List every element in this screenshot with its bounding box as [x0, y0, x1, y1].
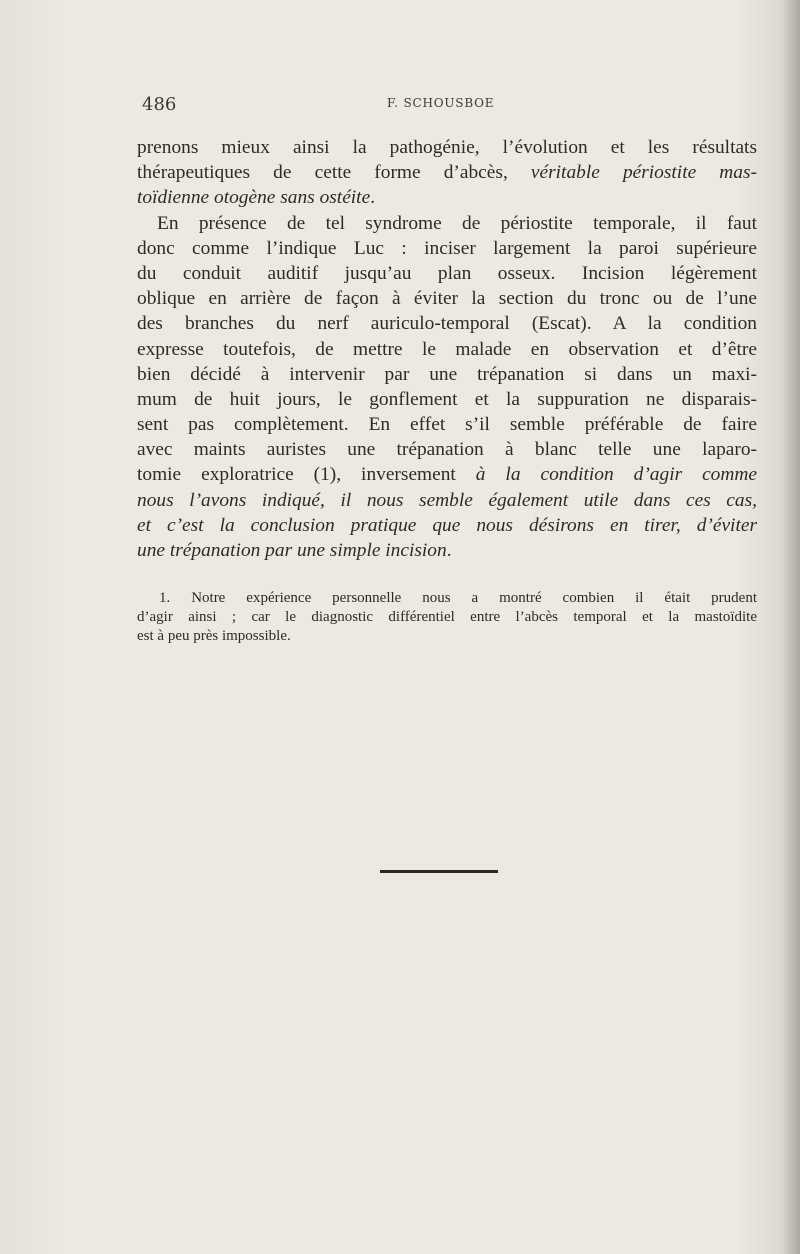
body-text: [137, 135, 757, 563]
text-line: [137, 387, 757, 412]
text-run: tomie exploratrice (1), inversement: [137, 464, 476, 486]
text-run: bien décidé à intervenir par une trépanation si dans un maxi-: [137, 363, 757, 385]
text-run: mum de huit jours, le gonflement et la suppuration ne disparais-: [137, 388, 757, 410]
italic-run: à la condition d’agir comme: [475, 464, 757, 486]
italic-run: véritable périostite mas-: [530, 162, 758, 184]
text-line: [137, 462, 757, 487]
text-line: [137, 362, 757, 387]
text-line: [137, 160, 757, 185]
text-run: .: [370, 187, 376, 209]
page-number: 486: [142, 94, 177, 115]
text-line: [137, 538, 757, 563]
text-line: [137, 311, 757, 336]
text-line: [137, 261, 757, 286]
text-run: oblique en arrière de façon à éviter la section du tronc ou de l’une: [137, 288, 757, 310]
italic-run: nous l’avons indiqué, il nous semble également utile dans ces cas,: [137, 489, 757, 511]
text-line: [137, 488, 757, 513]
text-run: prenons mieux ainsi la pathogénie, l’évolution et les résultats: [137, 137, 757, 158]
end-rule: [380, 870, 498, 873]
running-head: F. SCHOUSBOE: [387, 96, 495, 110]
text-run: du conduit auditif jusqu’au plan osseux. Incision légèrement: [137, 262, 757, 284]
text-line: [137, 286, 757, 311]
text-line: [137, 135, 757, 160]
italic-run: une trépanation par une simple incision: [137, 540, 447, 561]
text-line: [137, 513, 757, 538]
text-run: En présence de tel syndrome de périostite temporale, il faut: [157, 212, 757, 234]
page-edge-shadow: [782, 0, 800, 1254]
text-run: expresse toutefois, de mettre le malade en observation et d’être: [137, 338, 757, 360]
footnote-line: d’agir ainsi ; car le diagnostic différentiel entre l’abcès temporal et la mastoïdite: [137, 609, 757, 625]
italic-run: et c’est la conclusion pratique que nous désirons en tirer, d’éviter: [137, 514, 757, 536]
text-run: thérapeutiques de cette forme d’abcès,: [137, 162, 531, 184]
text-run: donc comme l’indique Luc : inciser largement la paroi supérieure: [137, 237, 757, 259]
text-line: [137, 337, 757, 362]
footnote-line: est à peu près impossible.: [137, 628, 291, 644]
text-run: sent pas complètement. En effet s’il semble préférable de faire: [137, 414, 757, 436]
text-run: .: [446, 540, 452, 561]
text-line: [137, 437, 757, 462]
text-run: avec maints auristes une trépanation à blanc telle une laparo-: [137, 439, 757, 461]
text-line: [137, 412, 757, 437]
page-header: [142, 94, 754, 114]
text-run: des branches du nerf auriculo-temporal (Escat). A la condition: [137, 313, 757, 335]
footnote-line: 1. Notre expérience personnelle nous a montré combien il était prudent: [159, 590, 757, 606]
text-line: [137, 185, 757, 210]
text-line: [137, 211, 757, 236]
footnote: [137, 589, 757, 646]
text-line: [137, 236, 757, 261]
italic-run: toïdienne otogène sans ostéite: [137, 187, 371, 209]
